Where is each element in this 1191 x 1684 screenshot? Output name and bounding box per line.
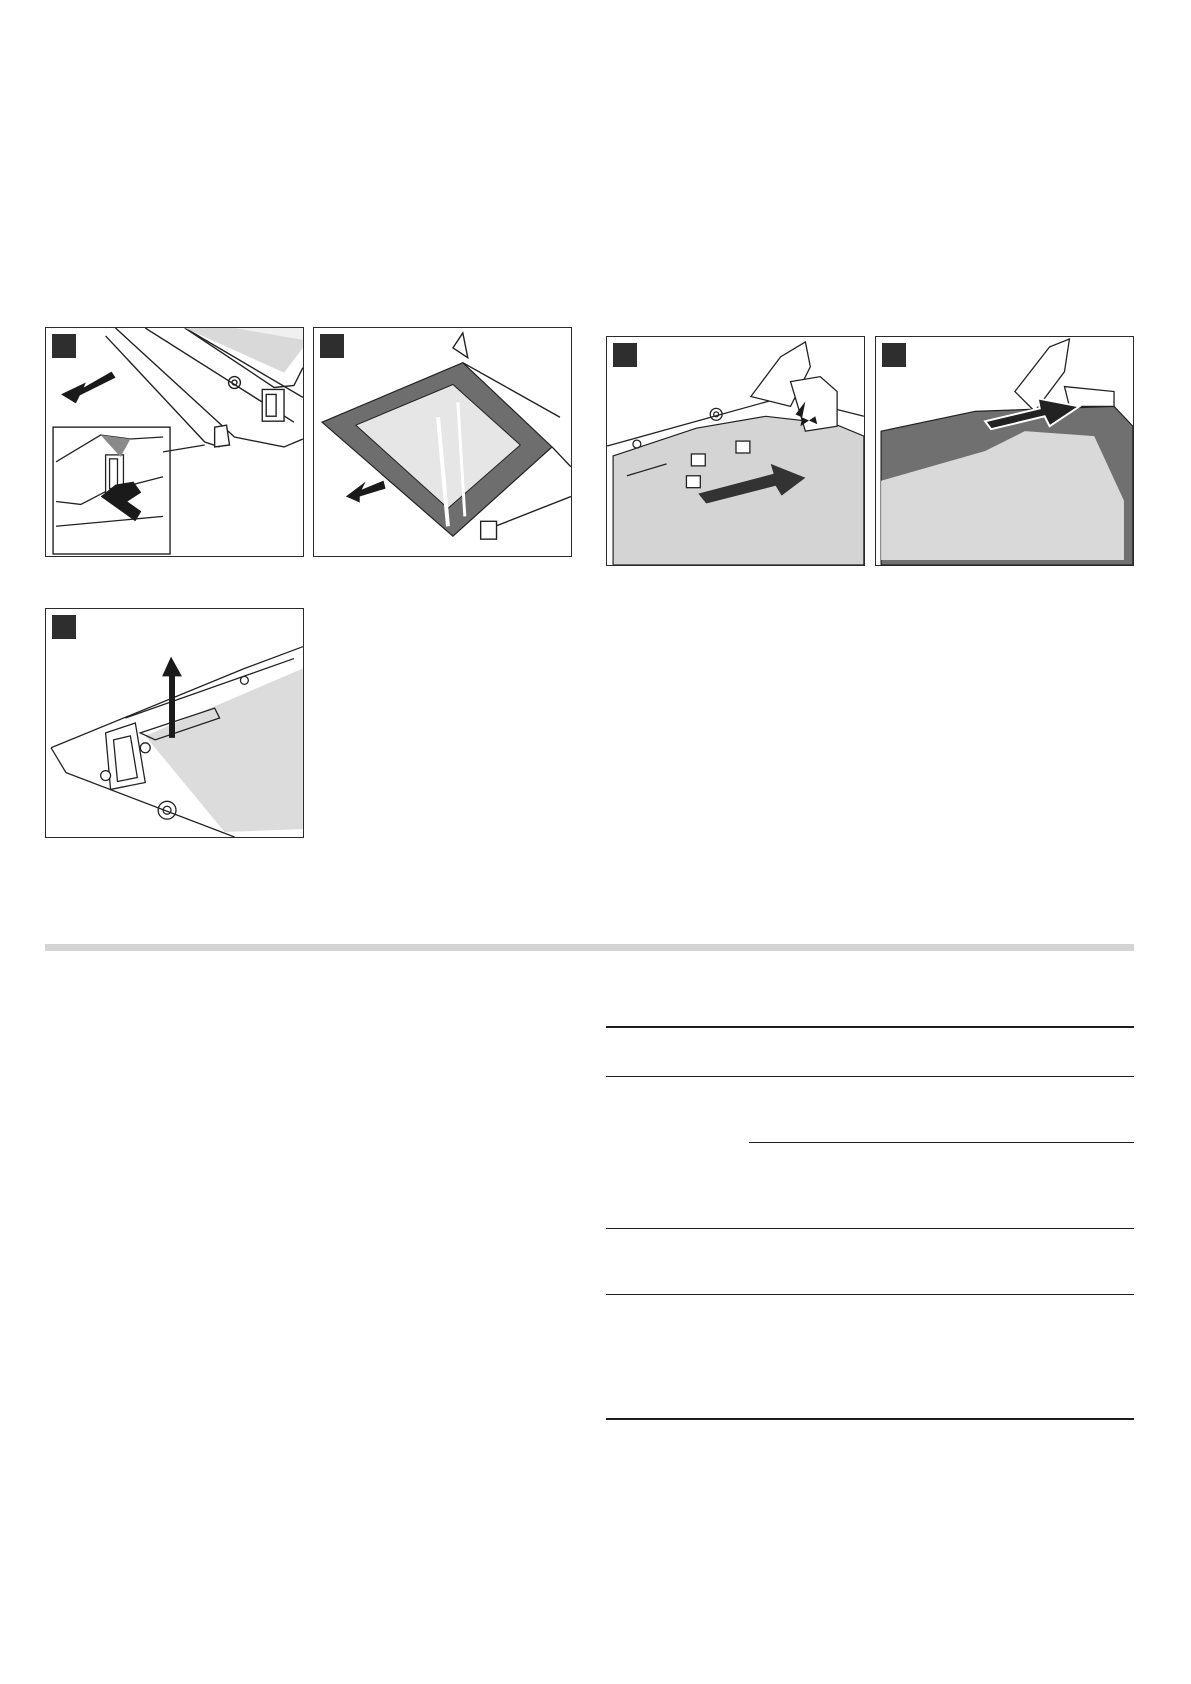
step-marker bbox=[320, 334, 344, 358]
figure-5-illustration bbox=[46, 609, 303, 837]
figure-4 bbox=[875, 336, 1134, 566]
figure-3-illustration bbox=[607, 337, 864, 565]
section-divider bbox=[45, 944, 1134, 951]
table-top-rule bbox=[606, 1026, 1134, 1028]
figure-5 bbox=[45, 608, 304, 838]
figure-3 bbox=[606, 336, 865, 566]
figure-2-illustration bbox=[314, 328, 571, 556]
figure-2 bbox=[313, 327, 572, 557]
step-marker bbox=[613, 343, 637, 367]
step-marker bbox=[52, 615, 76, 639]
step-marker bbox=[882, 343, 906, 367]
figure-1-illustration bbox=[46, 328, 303, 556]
step-marker bbox=[52, 334, 76, 358]
table-header-rule bbox=[606, 1076, 1134, 1077]
figure-1 bbox=[45, 327, 304, 557]
table-row-rule bbox=[606, 1294, 1134, 1295]
table-row-rule bbox=[606, 1228, 1134, 1229]
table-bottom-rule bbox=[606, 1418, 1134, 1420]
table-inner-rule bbox=[749, 1142, 1134, 1143]
figure-4-illustration bbox=[876, 337, 1133, 565]
